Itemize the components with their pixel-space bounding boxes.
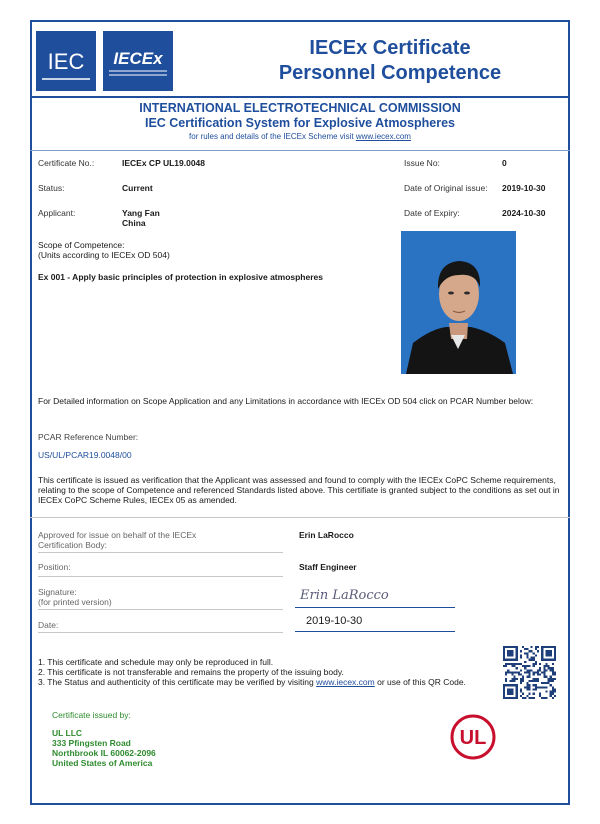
iec-logo-text: IEC [47,49,85,74]
header-rule [30,96,570,98]
title-line1: IECEx Certificate [309,37,471,59]
ul-logo [449,713,497,761]
date-rule [38,632,283,633]
position-rule [38,576,283,577]
signature-line [295,607,455,608]
issuer-name: UL LLC [52,728,83,738]
approved-value: Erin LaRocco [299,530,354,540]
applicant-name: Yang Fan [122,208,160,218]
orig-issue-value: 2019-10-30 [502,183,546,193]
applicant-country: China [122,218,146,228]
issue-no-value: 0 [502,158,507,168]
orig-issue-label: Date of Original issue: [404,183,488,193]
note-3 [38,677,466,687]
note-3-text: 3. The Status and authenticity of this certificate may be verified by visiting [38,677,314,687]
pcar-link[interactable]: US/UL/PCAR19.0048/00 [38,450,132,460]
iec-logo [36,31,96,91]
position-value: Staff Engineer [299,562,357,572]
date-value: 2019-10-30 [306,615,363,627]
pcar-label: PCAR Reference Number: [38,432,139,442]
applicant-photo [401,231,516,374]
signature [298,582,408,608]
scope-detail-note: For Detailed information on Scope Application and any Limitations in accordance with IECEx OD 504 click on PCAR Number below: [38,396,534,406]
issue-no-label: Issue No: [404,158,440,168]
position-label: Position: [38,562,71,572]
expiry-label: Date of Expiry: [404,208,460,218]
note-3-link[interactable]: www.iecex.com [316,677,375,687]
ul-logo-text: UL [459,727,487,749]
cert-number-value: IECEx CP UL19.0048 [122,158,205,168]
org-rule [30,150,570,151]
date-label: Date: [38,620,59,630]
approved-rule [38,552,283,553]
qr-code[interactable] [503,646,556,699]
cert-number-label: Certificate No.: [38,158,95,168]
org-system: IEC Certification System for Explosive Atmospheres [144,116,456,130]
approved-body-label: Certification Body: [38,540,107,550]
org-name: INTERNATIONAL ELECTROTECHNICAL COMMISSION [139,101,461,115]
statement-line1: This certificate is issued as verification that the Applicant was assessed and found to comply with the IECEx CoPC Scheme requirements, [38,475,556,485]
issuer-label: Certificate issued by: [52,710,131,720]
approval-rule [30,517,570,518]
rules-link[interactable]: www.iecex.com [355,132,411,141]
issuer-country: United States of America [52,758,153,768]
issuer-address2: Northbrook IL 60062-2096 [52,748,156,758]
note-3-suffix: or use of this QR Code. [377,677,466,687]
note-1: 1. This certificate and schedule may only be reproduced in full. [38,657,274,667]
signature-text: Erin LaRocco [300,588,389,603]
note-2: 2. This certificate is not transferable and remains the property of the issuing body. [38,667,344,677]
statement-line3: IECEx CoPC Scheme Rules, IECEx 05 as amended. [38,495,237,505]
iecex-logo [103,31,173,91]
expiry-value: 2024-10-30 [502,208,546,218]
applicant-label: Applicant: [38,208,76,218]
title-line2: Personnel Competence [278,62,502,84]
org-rules [30,132,570,141]
status-label: Status: [38,183,65,193]
approved-label: Approved for issue on behalf of the IECEx [38,530,197,540]
signature-rule [38,609,283,610]
signature-label: Signature: [38,587,77,597]
signature-note-label: (for printed version) [38,597,112,607]
date-line [295,631,455,632]
status-value: Current [122,183,153,193]
statement-line2: relating to the scope of Competence and referenced Standards listed above. This certifiate is granted subject to the conditions as set out in [38,485,560,495]
scope-unit: Ex 001 - Apply basic principles of protection in explosive atmospheres [38,272,323,282]
scope-label: Scope of Competence: [38,240,125,250]
scope-units-label: (Units according to IECEx OD 504) [38,250,170,260]
iecex-logo-text: IECEx [113,49,163,68]
issuer-address1: 333 Pfingsten Road [52,738,131,748]
rules-text: for rules and details of the IECEx Scheme visit [189,132,354,141]
